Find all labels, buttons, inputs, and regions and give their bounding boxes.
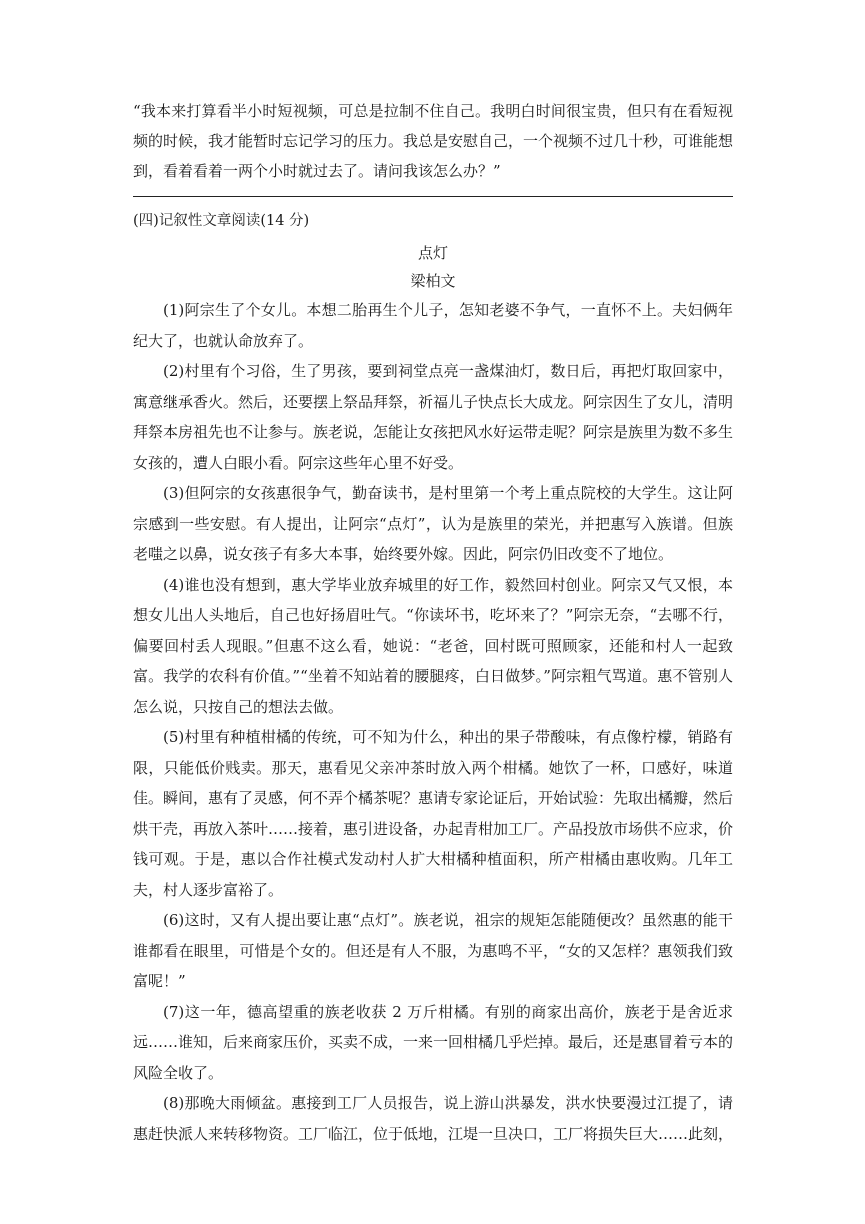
document-page bbox=[133, 96, 733, 1149]
paragraph-3: (3)但阿宗的女孩惠很争气，勤奋读书，是村里第一个考上重点院校的大学生。这让阿宗感到一些安慰。有人提出，让阿宗“点灯”，认为是族里的荣光，并把惠写入族谱。但族老嗤之以鼻，说女孩子有多大本事，始终要外嫁。因此，阿宗仍旧改变不了地位。 bbox=[133, 484, 733, 563]
paragraph-8: (8)那晚大雨倾盆。惠接到工厂人员报告，说上游山洪暴发，洪水快要漫过江提了，请惠赶快派人来转移物资。工厂临江，位于低地，江堤一旦决口，工厂将损失巨大……此刻， bbox=[133, 1094, 734, 1143]
quote-block bbox=[133, 96, 733, 186]
paragraph-1: (1)阿宗生了个女儿。本想二胎再生个儿子，怎知老婆不争气，一直怀不上。夫妇俩年纪大了，也就认命放弃了。 bbox=[133, 301, 733, 350]
paragraph-6: (6)这时，又有人提出要让惠“点灯”。族老说，祖宗的规矩怎能随便改？虽然惠的能干谁都看在眼里，可惜是个女的。但还是有人不服，为惠鸣不平，“女的又怎样？惠领我们致富呢！” bbox=[133, 911, 733, 990]
article-body bbox=[133, 295, 733, 1149]
quote-text: “我本来打算看半小时短视频，可总是拉制不住自己。我明白时间很宝贵，但只有在看短视频的时候，我才能暂时忘记学习的压力。我总是安慰自己，一个视频不过几十秒，可谁能想到，看着看着一两个小时就过去了。请问我该怎么办？” bbox=[133, 102, 734, 180]
paragraph-2: (2)村里有个习俗，生了男孩，要到祠堂点亮一盏煤油灯，数日后，再把灯取回家中，寓意继承香火。然后，还要摆上祭品拜祭，祈福儿子快点长大成龙。阿宗因生了女儿，清明拜祭本房祖先也不让参与。族老说，怎能让女孩把风水好运带走呢？阿宗是族里为数不多生女孩的，遭人白眼小看。阿宗这些年心里不好受。 bbox=[133, 362, 734, 472]
section-heading: (四)记叙性文章阅读(14 分) bbox=[133, 213, 310, 229]
article-author: 梁柏文 bbox=[410, 272, 456, 290]
paragraph-7: (7)这一年，德高望重的族老收获 2 万斤柑橘。有别的商家出高价，族老于是舍近求远……谁知，后来商家压价，买卖不成，一来一回柑橘几乎烂掉。最后，还是惠冒着亏本的风险全收了。 bbox=[133, 1002, 734, 1082]
paragraph-5: (5)村里有种植柑橘的传统，可不知为什么，种出的果子带酸味，有点像柠檬，销路有限，只能低价贱卖。那天，惠看见父亲冲茶时放入两个柑橘。她饮了一杯，口感好，味道佳。瞬间，惠有了灵感，何不弄个橘茶呢？惠请专家论证后，开始试验：先取出橘瓣，然后烘干壳，再放入茶叶……接着，惠引进设备，办起青柑加工厂。产品投放市场供不应求，价钱可观。于是，惠以合作社模式发动村人扩大柑橘种植面积，所产柑橘由惠收购。几年工夫，村人逐步富裕了。 bbox=[133, 728, 734, 899]
paragraph-4: (4)谁也没有想到，惠大学毕业放弃城里的好工作，毅然回村创业。阿宗又气又恨，本想女儿出人头地后，自己也好扬眉吐气。“你读坏书，吃坏来了？”阿宗无奈，“去哪不行，偏要回村丢人现眼。”但惠不这么看，她说：“老爸，回村既可照顾家，还能和村人一起致富。我学的农科有价值。”“坐着不知站着的腰腿疼，白日做梦。”阿宗粗气骂道。惠不管别人怎么说，只按自己的想法去做。 bbox=[133, 575, 733, 716]
section-divider bbox=[133, 196, 733, 197]
article-title: 点灯 bbox=[417, 244, 448, 262]
